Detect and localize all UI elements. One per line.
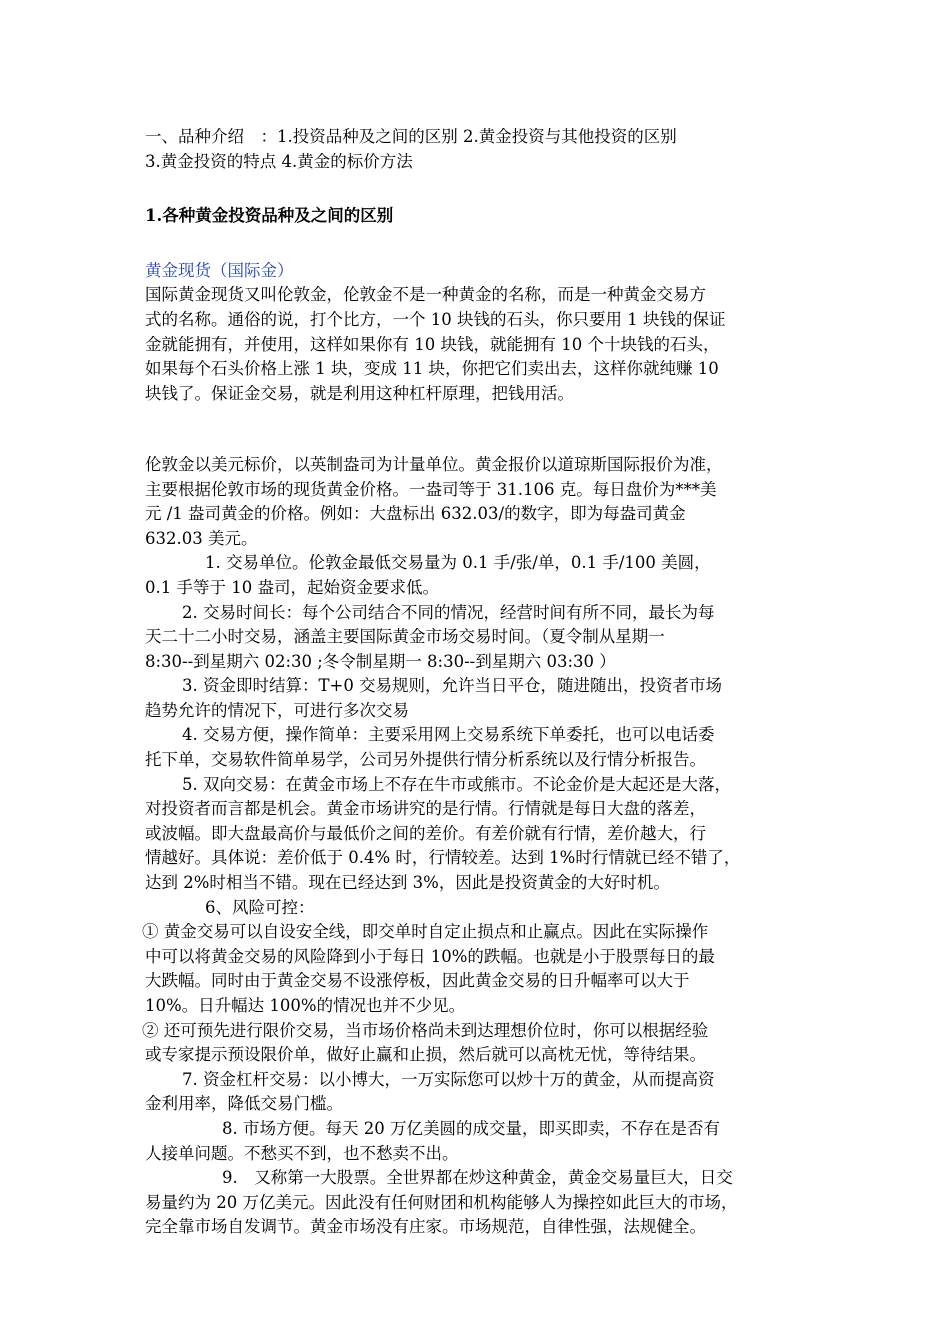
document-body (142, 125, 817, 1240)
list-item-6a: ① 黄金交易可以自设安全线，即交单时自定止损点和止赢点。因此在实际操作 (142, 922, 709, 942)
list-item-1-cont: 0.1 手等于 10 盎司，起始资金要求低。 (145, 577, 439, 597)
paragraph-line: 元 /1 盎司黄金的价格。例如：大盘标出 632.03/的数字，即为每盎司黄金 (145, 504, 686, 524)
paragraph-line: 国际黄金现货又叫伦敦金，伦敦金不是一种黄金的名称，而是一种黄金交易方 (145, 285, 706, 305)
list-item-6-title: 6、风险可控： (205, 897, 315, 917)
list-item-1: 1. 交易单位。伦敦金最低交易量为 0.1 手/张/单，0.1 手/100 美圆， (205, 553, 711, 573)
list-item-8-cont: 人接单问题。不愁买不到，也不愁卖不出。 (145, 1143, 459, 1163)
list-item-5-cont: 达到 2%时相当不错。现在已经达到 3%，因此是投资黄金的大好时机。 (145, 873, 670, 893)
list-item-2: 2. 交易时间长：每个公司结合不同的情况，经营时间有所不同，最长为每 (182, 602, 715, 622)
subheading-link[interactable]: 黄金现货（国际金） (145, 260, 294, 280)
list-item-6a-cont: 10%。日升幅达 100%的情况也并不少见。 (145, 996, 466, 1015)
list-item-3: 3. 资金即时结算：T+0 交易规则，允许当日平仓，随进随出，投资者市场 (182, 676, 723, 696)
intro-line: 一、品种介绍 ：1.投资品种及之间的区别 2.黄金投资与其他投资的区别 (145, 127, 677, 146)
list-item-3-cont: 趋势允许的情况下，可进行多次交易 (145, 700, 409, 720)
paragraph-line: 如果每个石头价格上涨 1 块，变成 11 块，你把它们卖出去，这样你就纯赚 10 (145, 359, 719, 379)
list-item-6b: ② 还可预先进行限价交易，当市场价格尚未到达理想价位时，你可以根据经验 (142, 1020, 709, 1040)
list-item-6a-cont: 中可以将黄金交易的风险降到小于每日 10%的跌幅。也就是小于股票每日的最 (145, 946, 715, 966)
intro-line: 3.黄金投资的特点 4.黄金的标价方法 (145, 151, 413, 171)
list-item-2-cont: 天二十二小时交易，涵盖主要国际黄金市场交易时间。（夏令制从星期一 (145, 627, 665, 647)
list-item-7: 7. 资金杠杆交易：以小博大，一万实际您可以炒十万的黄金，从而提高资 (182, 1069, 715, 1089)
list-item-6a-cont: 大跌幅。同时由于黄金交易不设涨停板，因此黄金交易的日升幅率可以大于 (145, 971, 690, 991)
list-item-5-cont: 对投资者而言都是机会。黄金市场讲究的是行情。行情就是每日大盘的落差， (145, 799, 706, 819)
list-item-4: 4. 交易方便，操作简单：主要采用网上交易系统下单委托，也可以电话委 (182, 725, 715, 745)
list-item-5-cont: 情越好。具体说：差价低于 0.4% 时，行情较差。达到 1%时行情就已经不错了， (145, 848, 741, 868)
paragraph-line: 金就能拥有，并使用，这样如果你有 10 块钱，就能拥有 10 个十块钱的石头， (145, 334, 720, 354)
list-item-5: 5. 双向交易：在黄金市场上不存在牛市或熊市。不论金价是大起还是大落， (182, 774, 731, 794)
list-item-9: 9. 又称第一大股票。全世界都在炒这种黄金，黄金交易量巨大，日交 (222, 1168, 733, 1188)
section-heading: 1.各种黄金投资品种及之间的区别 (145, 206, 394, 226)
paragraph-line: 主要根据伦敦市场的现货黄金价格。一盎司等于 31.106 克。每日盘价为***美 (145, 479, 717, 499)
list-item-2-cont: 8:30--到星期六 02:30 ;冬令制星期一 8:30--到星期六 03:30 ） (145, 651, 616, 671)
paragraph-line: 块钱了。保证金交易，就是利用这种杠杆原理，把钱用活。 (145, 383, 574, 403)
paragraph-line: 632.03 美元。 (145, 528, 258, 548)
list-item-9-cont: 完全靠市场自发调节。黄金市场没有庄家。市场规范，自律性强，法规健全。 (145, 1217, 706, 1237)
list-item-7-cont: 金利用率，降低交易门槛。 (145, 1094, 343, 1114)
list-item-6b-cont: 或专家提示预设限价单，做好止赢和止损，然后就可以高枕无忧，等待结果。 (145, 1045, 706, 1065)
list-item-9-cont: 易量约为 20 万亿美元。因此没有任何财团和机构能够人为操控如此巨大的市场， (145, 1192, 738, 1212)
list-item-4-cont: 托下单，交易软件简单易学，公司另外提供行情分析系统以及行情分析报告。 (145, 750, 706, 770)
paragraph-line: 式的名称。通俗的说，打个比方，一个 10 块钱的石头，你只要用 1 块钱的保证 (145, 309, 726, 329)
paragraph-line: 伦敦金以美元标价，以英制盎司为计量单位。黄金报价以道琼斯国际报价为准， (145, 454, 723, 474)
list-item-5-cont: 或波幅。即大盘最高价与最低价之间的差价。有差价就有行情，差价越大，行 (145, 823, 706, 843)
list-item-8: 8. 市场方便。每天 20 万亿美圆的成交量，即买即卖，不存在是否有 (222, 1118, 720, 1138)
